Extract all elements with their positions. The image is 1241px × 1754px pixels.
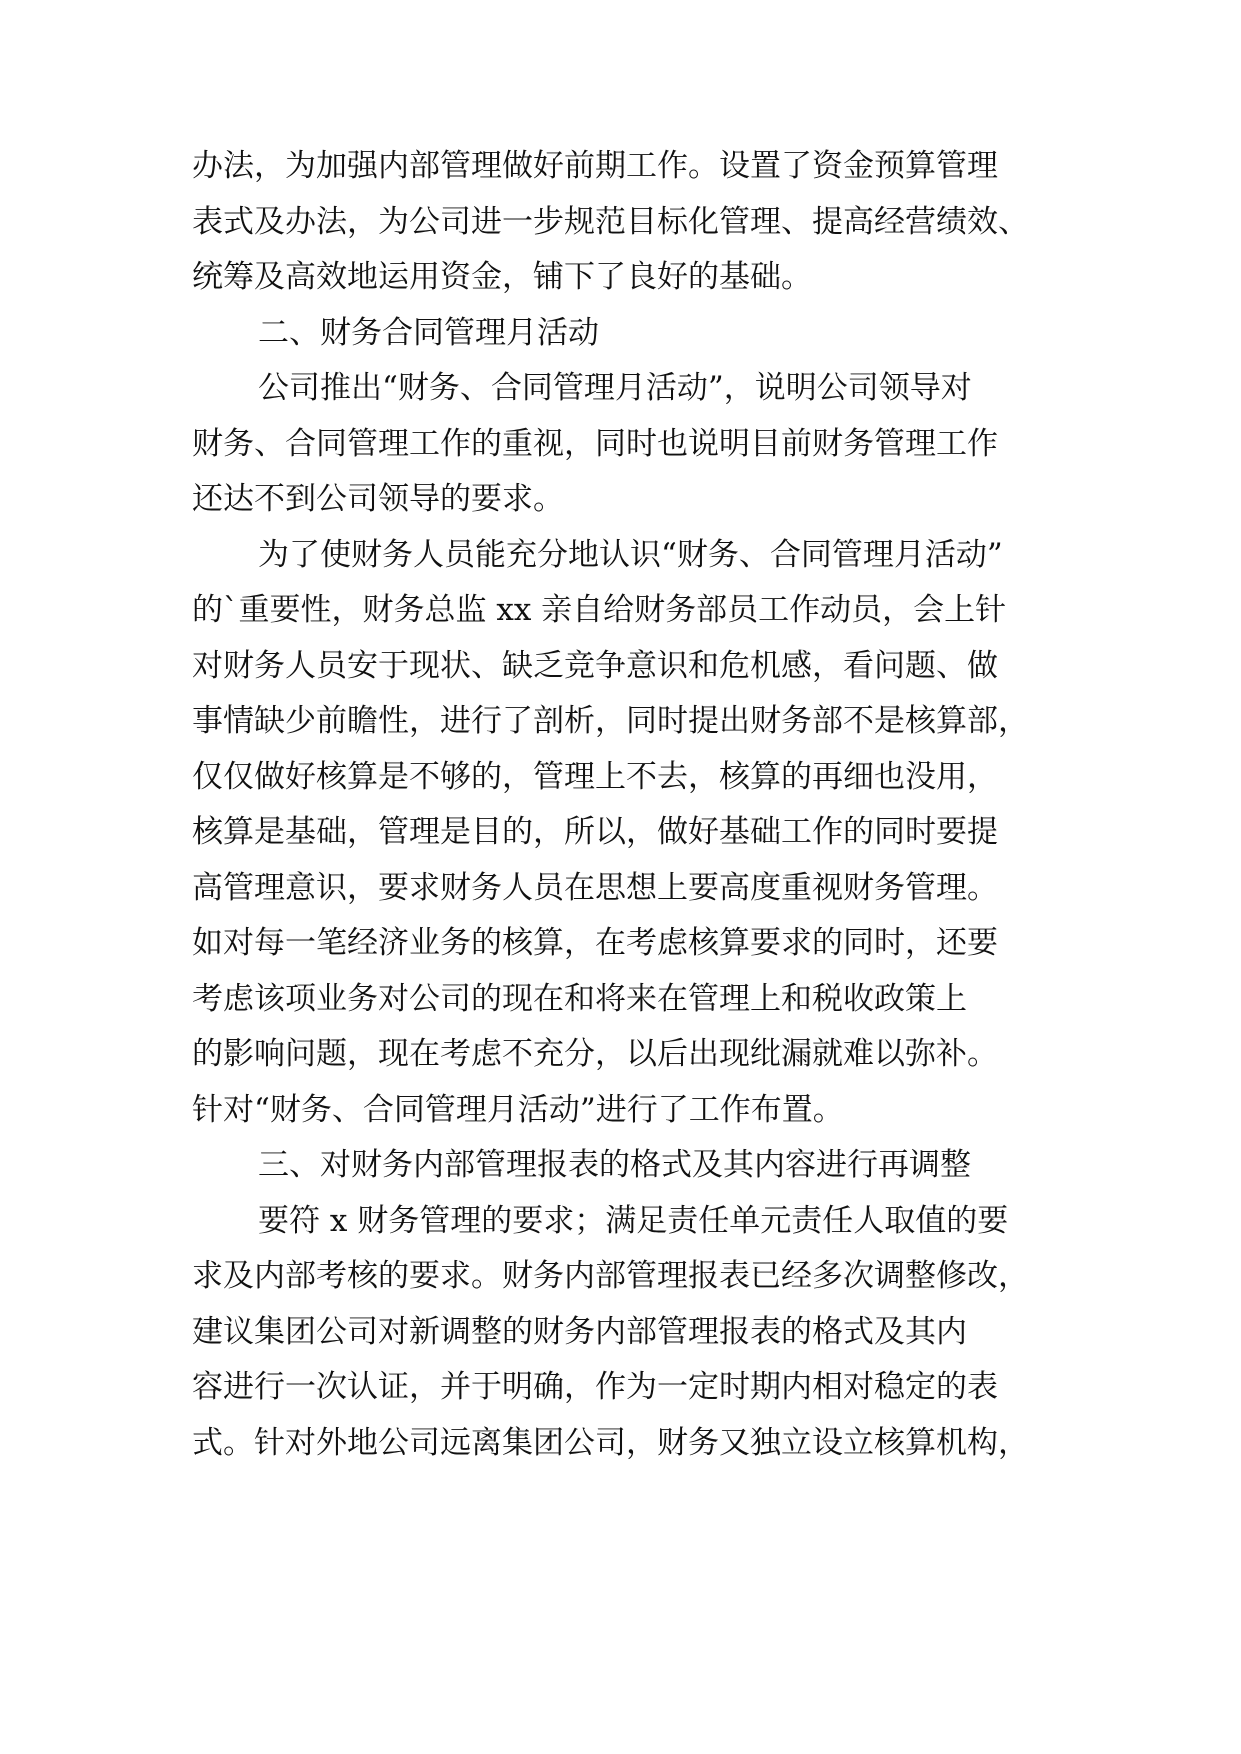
text-line: 办法，为加强内部管理做好前期工作。设置了资金预算管理 (192, 148, 998, 184)
text-line: 求及内部考核的要求。财务内部管理报表已经多次调整修改， (192, 1258, 1029, 1294)
text-line: 事情缺少前瞻性，进行了剖析，同时提出财务部不是核算部， (192, 703, 1029, 739)
text-line: 要符 x 财务管理的要求；满足责任单元责任人取值的要 (258, 1203, 1009, 1239)
text-line: 统筹及高效地运用资金，铺下了良好的基础。 (192, 259, 812, 295)
text-line: 如对每一笔经济业务的核算，在考虑核算要求的同时，还要 (192, 925, 998, 961)
text-line: 财务、合同管理工作的重视，同时也说明目前财务管理工作 (192, 426, 998, 462)
section-heading-2: 二、财务合同管理月活动 (258, 315, 599, 351)
text-line: 还达不到公司领导的要求。 (192, 481, 564, 517)
text-line: 仅仅做好核算是不够的，管理上不去，核算的再细也没用， (192, 759, 998, 795)
text-line: 式。针对外地公司远离集团公司，财务又独立设立核算机构， (192, 1425, 1029, 1461)
text-line: 对财务人员安于现状、缺乏竞争意识和危机感，看问题、做 (192, 648, 998, 684)
text-line: 建议集团公司对新调整的财务内部管理报表的格式及其内 (192, 1314, 967, 1350)
text-line: 核算是基础，管理是目的，所以，做好基础工作的同时要提 (192, 814, 998, 850)
section-heading-3: 三、对财务内部管理报表的格式及其内容进行再调整 (258, 1147, 971, 1183)
text-line: 考虑该项业务对公司的现在和将来在管理上和税收政策上 (192, 981, 967, 1017)
text-line: 针对“财务、合同管理月活动”进行了工作布置。 (192, 1092, 844, 1128)
text-line: 的`重要性，财务总监 xx 亲自给财务部员工作动员，会上针 (192, 592, 1007, 628)
text-line: 的影响问题，现在考虑不充分，以后出现纰漏就难以弥补。 (192, 1036, 998, 1072)
text-line: 表式及办法，为公司进一步规范目标化管理、提高经营绩效、 (192, 204, 1029, 240)
text-line: 高管理意识，要求财务人员在思想上要高度重视财务管理。 (192, 870, 998, 906)
text-line: 公司推出“财务、合同管理月活动”，说明公司领导对 (258, 370, 972, 406)
text-line: 容进行一次认证，并于明确，作为一定时期内相对稳定的表 (192, 1369, 998, 1405)
text-line: 为了使财务人员能充分地认识“财务、合同管理月活动” (258, 537, 1003, 573)
